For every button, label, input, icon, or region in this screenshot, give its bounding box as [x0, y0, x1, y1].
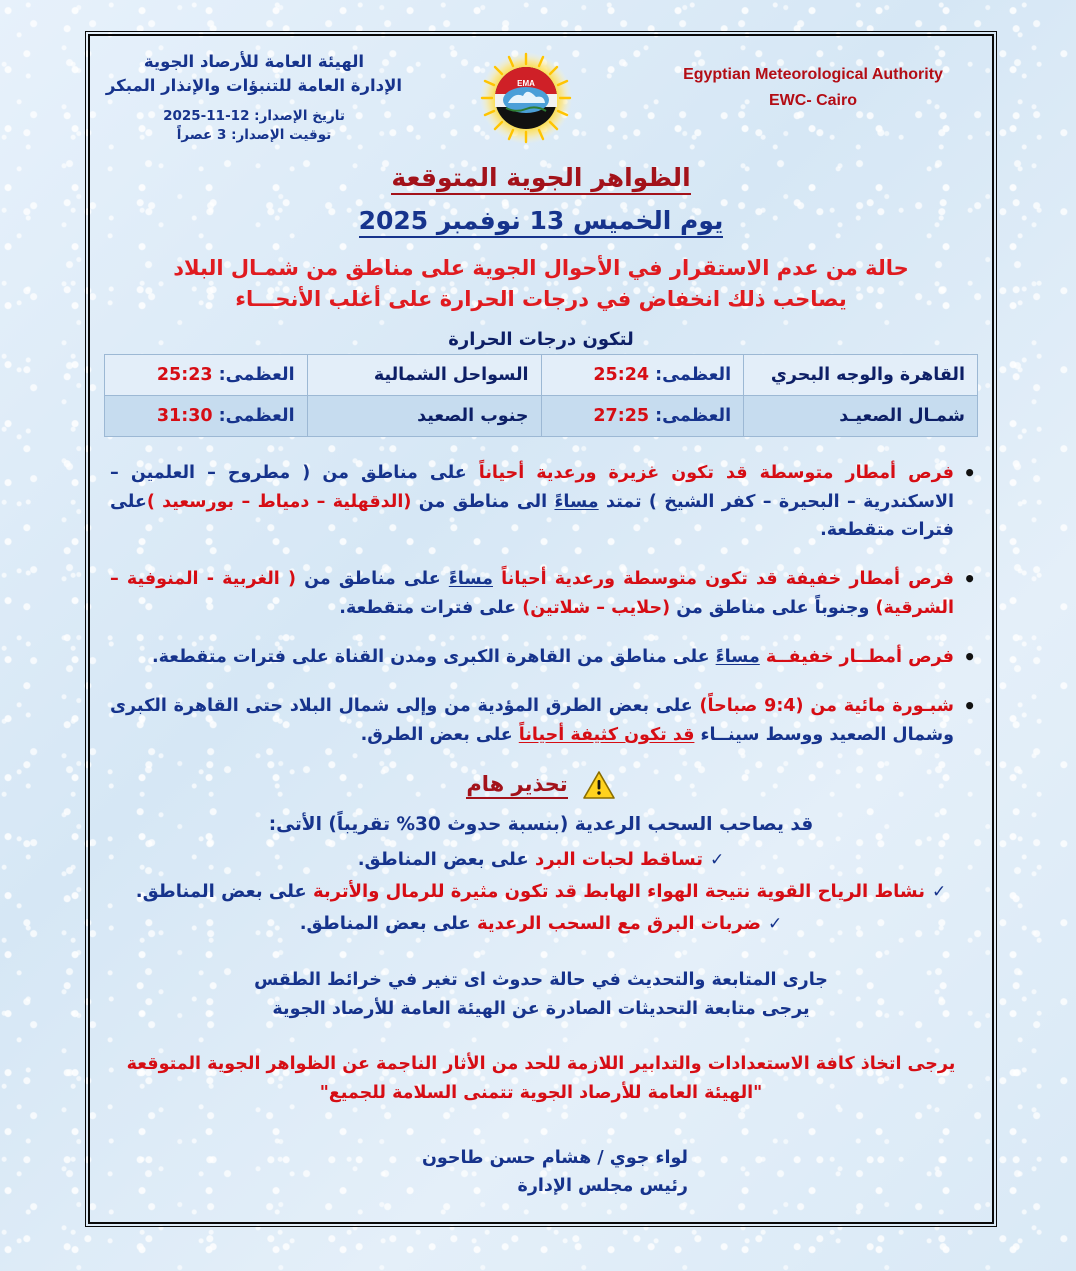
bullet-fog: [110, 692, 976, 749]
text-run: ضربات البرق مع السحب الرعدية: [476, 912, 762, 934]
issue-time: توقيت الإصدار: 3 عصراً: [176, 127, 332, 143]
warn-lightning: [104, 908, 978, 940]
region-name-left: جنوب الصعيد: [307, 396, 541, 437]
text-run: على فترات متقطعة.: [339, 597, 523, 618]
signature-block: [104, 1144, 978, 1200]
text-run: فرص أمطار خفيفة قد تكون متوسطة ورعدية أحياناً: [501, 569, 954, 590]
closing-blue-line-2: يرجى متابعة التحديثات الصادرة عن الهيئة العامة للأرصاد الجوية: [272, 998, 810, 1019]
temperature-value-left: العظمى: 31:30: [105, 396, 308, 437]
closing-note-blue: [104, 966, 978, 1024]
check-icon: ✓: [932, 881, 947, 902]
text-run: على مناطق من القاهرة الكبرى ومدن القناة على فترات متقطعة.: [152, 646, 716, 667]
temperature-value-left: العظمى: 25:23: [105, 355, 308, 396]
text-run: وجنوباً على مناطق من: [670, 597, 876, 618]
text-run: على مناطق من ( مطروح – العلمين – الاسكندرية – البحيرة – كفر الشيخ ) تمتد: [110, 463, 954, 512]
bulletin-frame: [88, 34, 994, 1224]
text-run: مساءً: [448, 569, 493, 590]
closing-red-line-2: "الهيئة العامة للأرصاد الجوية تتمنى السلامة للجميع": [319, 1082, 763, 1103]
region-name-right: القاهرة والوجه البحري: [744, 355, 978, 396]
text-run: شبـورة مائية من (9:4 صباحاً): [699, 696, 955, 717]
authority-name-arabic: الهيئة العامة للأرصاد الجوية: [143, 52, 365, 71]
page-title-text: الظواهر الجوية المتوقعة: [391, 163, 690, 195]
text-run: فرص أمطار متوسطة قد تكون غزيرة ورعدية أحياناً: [478, 463, 955, 484]
center-name-english: EWC- Cairo: [769, 91, 857, 109]
temperature-caption: لتكون درجات الحرارة: [448, 329, 634, 351]
text-run: نشاط الرياح القوية نتيجة الهواء الهابط قد تكون مثيرة للرمال والأتربة: [312, 880, 925, 902]
closing-blue-line-1: جارى المتابعة والتحديث في حالة حدوث اى تغير في خرائط الطقس: [254, 970, 828, 990]
text-run: مساءً: [715, 646, 760, 667]
page-title: [104, 163, 978, 192]
alert-summary: [104, 253, 978, 315]
region-name-left: السواحل الشمالية: [307, 355, 541, 396]
issue-info: [104, 107, 404, 145]
text-run: على بعض المناطق.: [135, 880, 313, 902]
warning-title: تحذير هام: [466, 772, 567, 799]
text-run: على بعض المناطق.: [299, 912, 477, 934]
signatory-role: رئيس مجلس الإدارة: [517, 1175, 688, 1196]
check-icon: ✓: [768, 913, 783, 934]
forecast-date-text: يوم الخميس 13 نوفمبر 2025: [359, 206, 724, 238]
document-header: [104, 46, 978, 150]
alert-summary-line-2: يصاحب ذلك انخفاض في درجات الحرارة على أغلب الأنحـــاء: [235, 287, 847, 312]
text-run: تساقط لحبات البرد: [534, 848, 704, 870]
alert-summary-line-1: حالة من عدم الاستقرار في الأحوال الجوية على مناطق من شمـال البلاد: [173, 256, 909, 280]
forecast-list: [104, 459, 978, 749]
temperature-table: [104, 354, 978, 437]
text-run: فرص أمطــار خفيفــة: [765, 646, 954, 667]
text-run: على بعض المناطق.: [357, 848, 535, 870]
text-run: على بعض الطرق.: [360, 724, 519, 745]
text-run: على مناطق من: [295, 569, 449, 590]
text-run: (حلايب – شلاتين): [522, 597, 671, 618]
text-run: على فترات متقطعة.: [110, 491, 954, 540]
forecast-date: [104, 206, 978, 235]
authority-name-english: Egyptian Meteorological Authority: [683, 66, 943, 83]
table-row: [105, 355, 978, 396]
closing-note-red: [104, 1050, 978, 1108]
ema-logo: [478, 50, 574, 146]
text-run: (الدقهلية – دمياط – بورسعيد ): [146, 491, 412, 512]
temperature-value-right: العظمى: 27:25: [541, 396, 744, 437]
warning-items-list: [104, 844, 978, 940]
warning-header: [104, 770, 978, 801]
warning-triangle-icon: [582, 770, 616, 801]
bullet-light-rain-delta: [110, 565, 976, 622]
header-english-block: [648, 46, 978, 113]
text-run: على بعض الطرق المؤدية من وإلى شمال البلاد حتى القاهرة الكبرى وشمال الصعيد ووسط سينــاء: [110, 696, 954, 745]
warn-hail: [104, 844, 978, 876]
header-arabic-block: [104, 46, 404, 145]
svg-text:EMA: EMA: [517, 79, 535, 88]
closing-red-line-1: يرجى اتخاذ كافة الاستعدادات والتدابير اللازمة للحد من الأثار الناجمة عن الظواهر الجوية المتوقعة: [126, 1053, 956, 1074]
bullet-moderate-rain: [110, 459, 976, 544]
region-name-right: شمـال الصعيـد: [744, 396, 978, 437]
text-run: الى مناطق من: [411, 491, 555, 512]
signatory-name: لواء جوي / هشام حسن طاحون: [421, 1147, 688, 1168]
issue-date: تاريخ الإصدار: 12-11-2025: [163, 107, 345, 124]
warn-wind-dust: [104, 876, 978, 908]
check-icon: ✓: [710, 849, 725, 870]
text-run: [493, 569, 501, 589]
text-run: ( الغربية - المنوفية – الشرقية): [110, 569, 954, 618]
text-run: قد تكون كثيفة أحياناً: [518, 724, 695, 745]
temperature-value-right: العظمى: 25:24: [541, 355, 744, 396]
table-row: [105, 396, 978, 437]
department-name-arabic: الإدارة العامة للتنبؤات والإنذار المبكر: [105, 75, 403, 95]
bullet-light-rain-cairo: [110, 643, 976, 671]
text-run: مساءً: [554, 491, 599, 512]
warning-intro: قد يصاحب السحب الرعدية (بنسبة حدوث 30% تقريباً) الأتى:: [268, 813, 814, 835]
